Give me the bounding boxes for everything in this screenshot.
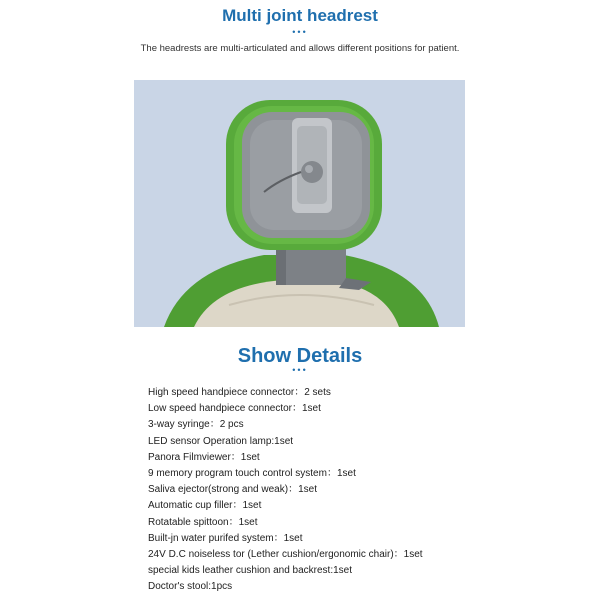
spec-item: Built-jn water purifed system：1set	[148, 532, 303, 544]
spec-item: High speed handpiece connector：2 sets	[148, 387, 331, 398]
spec-item: Panora Filmviewer：1set	[148, 451, 260, 463]
spec-item: 24V D.C noiseless tor (Lether cushion/ergonomic chair)：1set	[148, 549, 423, 561]
spec-item: Doctor's stool:1pcs	[148, 581, 233, 593]
spec-list	[148, 385, 548, 596]
headrest-photo	[134, 80, 465, 327]
spec-item: LED sensor Operation lamp:1set	[148, 435, 294, 447]
spec-item: special kids leather cushion and backrest:1set	[148, 565, 353, 577]
spec-item: 3-way syringe：2 pcs	[148, 419, 244, 431]
dental-chair-headrest-illustration	[134, 80, 465, 327]
spec-item: Rotatable spittoon：1set	[148, 516, 258, 528]
spec-item: Automatic cup filler：1set	[148, 500, 262, 512]
spec-item: Low speed handpiece connector：1set	[148, 403, 321, 415]
show-details-title: Show Details	[237, 345, 363, 367]
spec-item: Saliva ejector(strong and weak)：1set	[148, 484, 317, 496]
headrest-section-title: Multi joint headrest	[222, 6, 378, 25]
spec-item: 9 memory program touch control system：1set	[148, 468, 356, 480]
title-dots-decoration: •••	[292, 27, 308, 37]
headrest-description: The headrests are multi-articulated and allows different positions for patient.	[140, 43, 460, 54]
title-dots-decoration: •••	[292, 365, 308, 375]
